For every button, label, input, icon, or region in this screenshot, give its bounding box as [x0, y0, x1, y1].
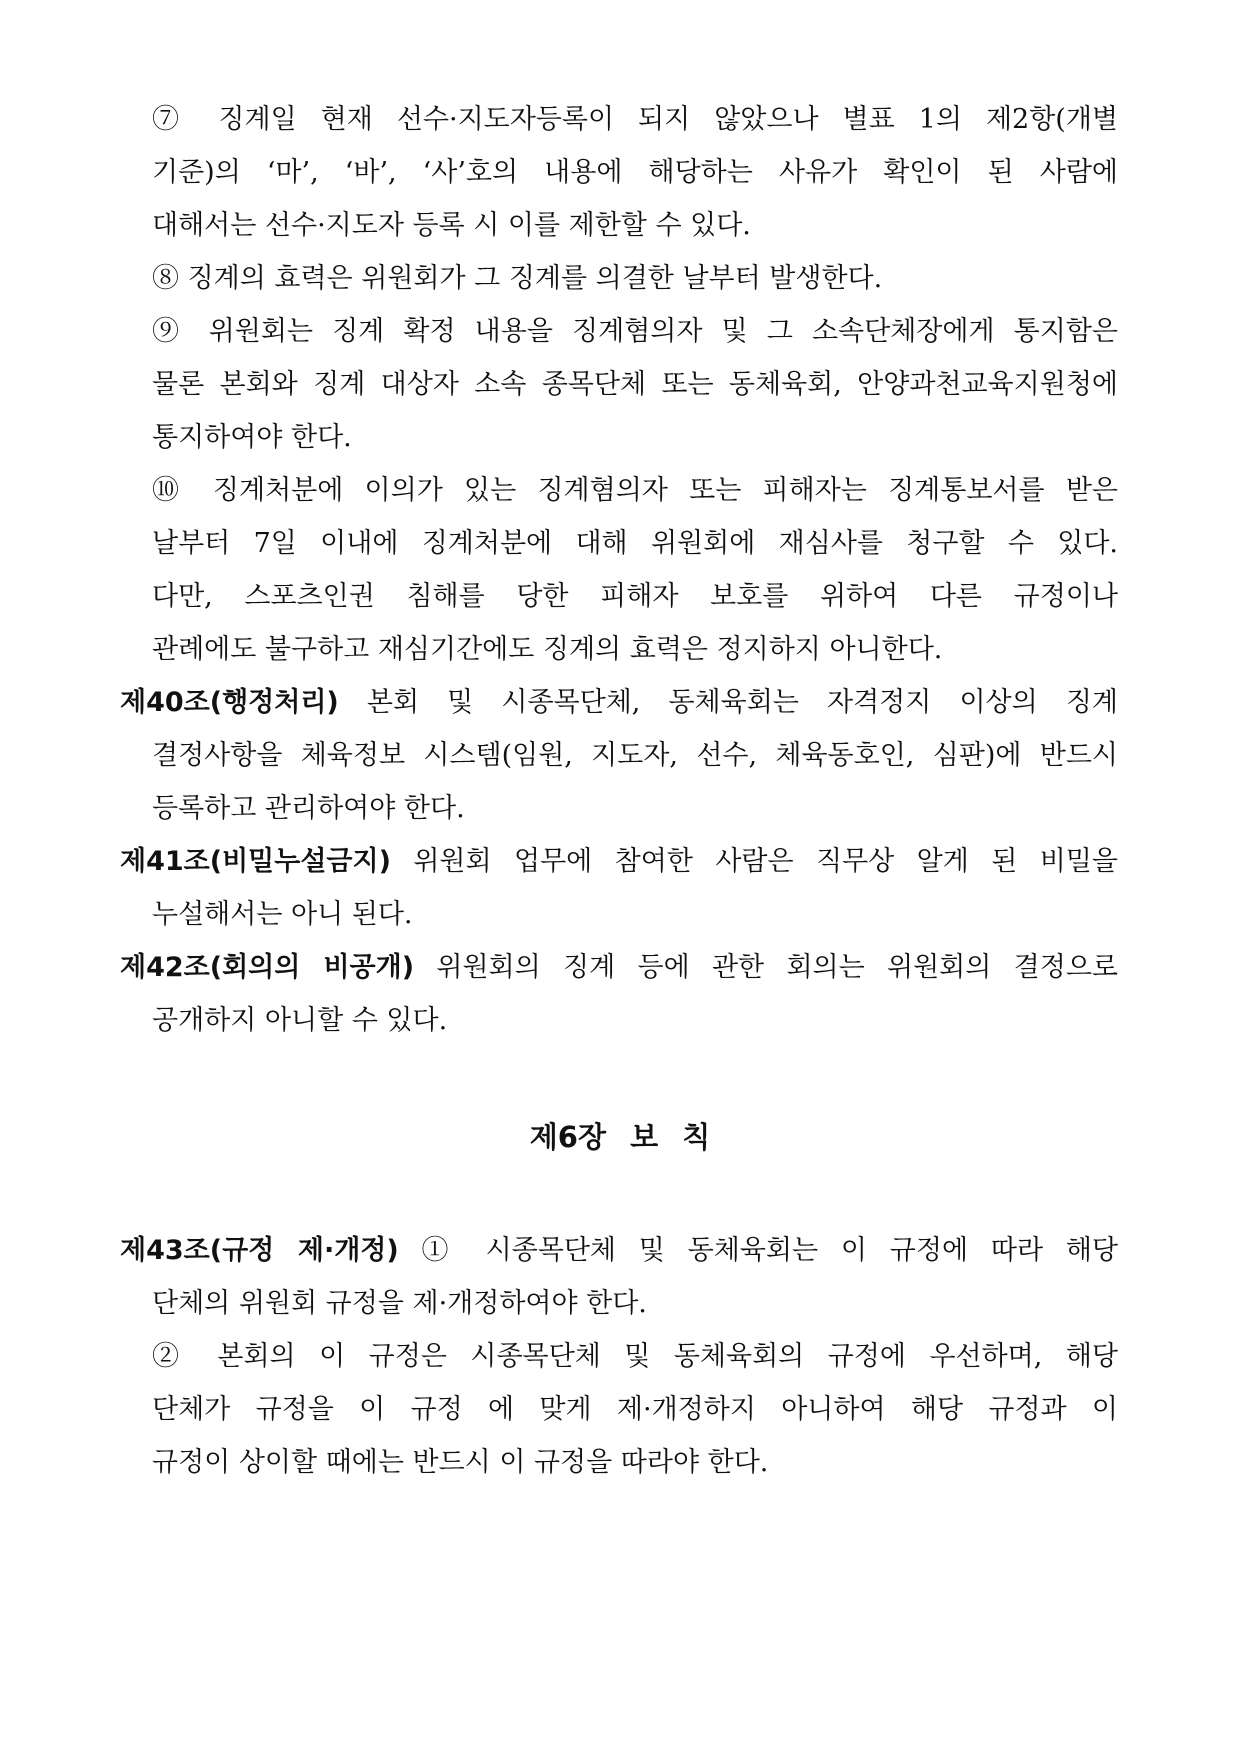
paragraph-line: [152, 312, 1118, 352]
paragraph-line: [152, 1390, 1118, 1430]
line-text: ① 시종목단체 및 동체육회는 이 규정에 따라 해당: [398, 1235, 1119, 1266]
article-heading: 제43조(규정 제·개정): [120, 1235, 399, 1266]
line-text: ⑧ 징계의 효력은 위원회가 그 징계를 의결한 날부터 발생한다.: [152, 263, 883, 294]
line-text: 단체가 규정을 이 규정 에 맞게 제·개정하지 아니하여 해당 규정과 이: [152, 1394, 1118, 1425]
paragraph-line: [152, 1337, 1118, 1377]
line-text: ② 본회의 이 규정은 시종목단체 및 동체육회의 규정에 우선하며, 해당: [152, 1341, 1118, 1372]
line-text: 기준)의 ‘마’, ‘바’, ‘사’호의 내용에 해당하는 사유가 확인이 된 사람에: [152, 157, 1118, 188]
paragraph-line: [152, 1284, 1118, 1324]
line-text: 본회 및 시종목단체, 동체육회는 자격정지 이상의 징계: [338, 687, 1118, 718]
article-heading: 제41조(비밀누설금지): [120, 846, 391, 877]
line-text: 날부터 7일 이내에 징계처분에 대해 위원회에 재심사를 청구할 수 있다.: [152, 528, 1118, 559]
paragraph-line: [152, 789, 1118, 829]
article-heading: 제40조(행정처리): [120, 687, 339, 718]
article-41-line: [120, 842, 1118, 882]
paragraph-line: [152, 153, 1118, 193]
line-text: 대해서는 선수·지도자 등록 시 이를 제한할 수 있다.: [152, 210, 751, 241]
line-text: 누설해서는 아니 된다.: [152, 899, 413, 930]
line-text: ⑨ 위원회는 징계 확정 내용을 징계혐의자 및 그 소속단체장에게 통지함은: [152, 316, 1118, 347]
paragraph-line: [152, 1001, 1118, 1041]
paragraph-line: [152, 471, 1118, 511]
paragraph-line: [152, 365, 1118, 405]
paragraph-line: [152, 100, 1118, 140]
line-text: 결정사항을 체육정보 시스템(임원, 지도자, 선수, 체육동호인, 심판)에 반드시: [152, 740, 1118, 771]
chapter-title: 제6장 보 칙: [529, 1120, 711, 1154]
line-text: 단체의 위원회 규정을 제·개정하여야 한다.: [152, 1288, 647, 1319]
article-43-line: [120, 1231, 1118, 1271]
line-text: 공개하지 아니할 수 있다.: [152, 1005, 448, 1036]
paragraph-line: [152, 206, 1118, 246]
line-text: 다만, 스포츠인권 침해를 당한 피해자 보호를 위하여 다른 규정이나: [152, 581, 1118, 612]
line-text: ⑦ 징계일 현재 선수·지도자등록이 되지 않았으나 별표 1의 제2항(개별: [152, 104, 1118, 135]
paragraph-line: [152, 418, 1118, 458]
paragraph-line: [152, 1443, 1118, 1483]
line-text: 규정이 상이할 때에는 반드시 이 규정을 따라야 한다.: [152, 1447, 769, 1478]
paragraph-line: [152, 895, 1118, 935]
line-text: 관례에도 불구하고 재심기간에도 징계의 효력은 정지하지 아니한다.: [152, 634, 943, 665]
line-text: 위원회의 징계 등에 관한 회의는 위원회의 결정으로: [414, 952, 1118, 983]
line-text: 통지하여야 한다.: [152, 422, 352, 453]
paragraph-line: [152, 524, 1118, 564]
paragraph-line: [152, 259, 1118, 299]
article-heading: 제42조(회의의 비공개): [120, 952, 415, 983]
paragraph-line: [152, 736, 1118, 776]
article-42-line: [120, 948, 1118, 988]
line-text: 물론 본회와 징계 대상자 소속 종목단체 또는 동체육회, 안양과천교육지원청에: [152, 369, 1118, 400]
paragraph-line: [152, 630, 1118, 670]
line-text: 위원회 업무에 참여한 사람은 직무상 알게 된 비밀을: [390, 846, 1118, 877]
paragraph-line: [152, 577, 1118, 617]
article-40-line: [120, 683, 1118, 723]
line-text: 등록하고 관리하여야 한다.: [152, 793, 465, 824]
line-text: ⑩ 징계처분에 이의가 있는 징계혐의자 또는 피해자는 징계통보서를 받은: [152, 475, 1118, 506]
